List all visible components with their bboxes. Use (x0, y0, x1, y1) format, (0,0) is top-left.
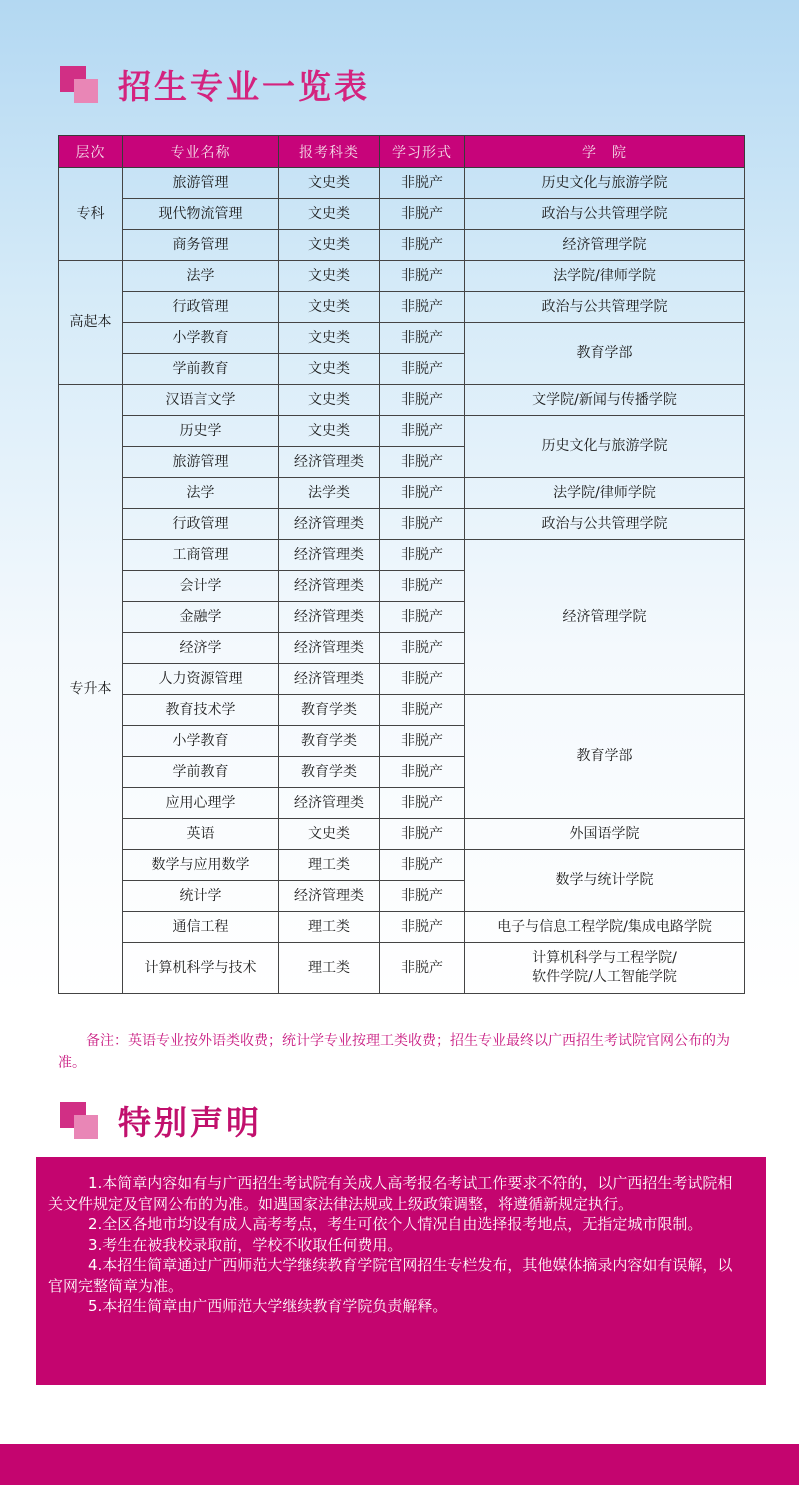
category-cell: 文史类 (279, 261, 380, 292)
major-cell: 小学教育 (123, 323, 279, 354)
header-major: 专业名称 (123, 136, 279, 168)
table-row (59, 323, 745, 354)
statement-item: 4.本招生简章通过广西师范大学继续教育学院官网招生专栏发布，其他媒体摘录内容如有误解，以官网完整简章为准。 (48, 1256, 733, 1295)
form-cell: 非脱产 (380, 664, 465, 695)
major-cell: 人力资源管理 (123, 664, 279, 695)
major-cell: 学前教育 (123, 354, 279, 385)
category-cell: 文史类 (279, 199, 380, 230)
college-cell: 外国语学院 (465, 819, 745, 850)
college-cell: 数学与统计学院 (465, 850, 745, 912)
table-row (59, 199, 745, 230)
category-cell: 经济管理类 (279, 509, 380, 540)
college-cell: 政治与公共管理学院 (465, 509, 745, 540)
college-cell: 计算机科学与工程学院/ 软件学院/人工智能学院 (465, 943, 745, 994)
table-row (59, 540, 745, 571)
category-cell: 经济管理类 (279, 788, 380, 819)
section-title-majors (60, 62, 370, 106)
college-cell: 历史文化与旅游学院 (465, 416, 745, 478)
major-cell: 金融学 (123, 602, 279, 633)
college-cell: 经济管理学院 (465, 540, 745, 695)
form-cell: 非脱产 (380, 695, 465, 726)
category-cell: 文史类 (279, 168, 380, 199)
form-cell: 非脱产 (380, 726, 465, 757)
major-cell: 通信工程 (123, 912, 279, 943)
form-cell: 非脱产 (380, 385, 465, 416)
table-row (59, 819, 745, 850)
category-cell: 经济管理类 (279, 571, 380, 602)
category-cell: 经济管理类 (279, 540, 380, 571)
table-row (59, 385, 745, 416)
category-cell: 法学类 (279, 478, 380, 509)
statement-item: 3.考生在被我校录取前，学校不收取任何费用。 (88, 1235, 403, 1254)
level-cell: 专升本 (59, 385, 123, 994)
form-cell: 非脱产 (380, 478, 465, 509)
square-bullet-icon (60, 1098, 104, 1142)
form-cell: 非脱产 (380, 943, 465, 994)
category-cell: 经济管理类 (279, 602, 380, 633)
major-cell: 英语 (123, 819, 279, 850)
college-cell: 政治与公共管理学院 (465, 292, 745, 323)
category-cell: 文史类 (279, 819, 380, 850)
category-cell: 文史类 (279, 323, 380, 354)
major-cell: 行政管理 (123, 292, 279, 323)
category-cell: 文史类 (279, 230, 380, 261)
table-row (59, 850, 745, 881)
table-row (59, 695, 745, 726)
form-cell: 非脱产 (380, 230, 465, 261)
statement-title: 特别声明 (118, 1102, 262, 1142)
major-cell: 旅游管理 (123, 168, 279, 199)
table-note: 备注：英语专业按外语类收费；统计学专业按理工类收费；招生专业最终以广西招生考试院官网公布的为准。 (58, 1033, 730, 1071)
section-title-statement (60, 1098, 262, 1142)
form-cell: 非脱产 (380, 292, 465, 323)
category-cell: 文史类 (279, 292, 380, 323)
major-cell: 计算机科学与技术 (123, 943, 279, 994)
table-row (59, 292, 745, 323)
category-cell: 理工类 (279, 943, 380, 994)
major-cell: 现代物流管理 (123, 199, 279, 230)
category-cell: 教育学类 (279, 726, 380, 757)
form-cell: 非脱产 (380, 819, 465, 850)
level-cell: 专科 (59, 168, 123, 261)
table-row (59, 230, 745, 261)
college-cell: 历史文化与旅游学院 (465, 168, 745, 199)
category-cell: 文史类 (279, 354, 380, 385)
table-header-row (59, 136, 745, 168)
major-cell: 教育技术学 (123, 695, 279, 726)
category-cell: 理工类 (279, 850, 380, 881)
major-cell: 学前教育 (123, 757, 279, 788)
category-cell: 理工类 (279, 912, 380, 943)
form-cell: 非脱产 (380, 850, 465, 881)
college-cell: 教育学部 (465, 695, 745, 819)
major-cell: 商务管理 (123, 230, 279, 261)
bottom-decor-bar (0, 1444, 799, 1485)
college-cell: 电子与信息工程学院/集成电路学院 (465, 912, 745, 943)
category-cell: 经济管理类 (279, 633, 380, 664)
form-cell: 非脱产 (380, 571, 465, 602)
major-cell: 经济学 (123, 633, 279, 664)
majors-title: 招生专业一览表 (118, 66, 370, 106)
table-row (59, 478, 745, 509)
statement-item: 5.本招生简章由广西师范大学继续教育学院负责解释。 (88, 1297, 448, 1315)
form-cell: 非脱产 (380, 881, 465, 912)
category-cell: 教育学类 (279, 695, 380, 726)
major-cell: 数学与应用数学 (123, 850, 279, 881)
table-row (59, 509, 745, 540)
table-row (59, 261, 745, 292)
majors-table (58, 135, 745, 994)
table-body (59, 168, 745, 994)
square-bullet-icon (60, 62, 104, 106)
category-cell: 文史类 (279, 385, 380, 416)
major-cell: 统计学 (123, 881, 279, 912)
form-cell: 非脱产 (380, 447, 465, 478)
form-cell: 非脱产 (380, 912, 465, 943)
form-cell: 非脱产 (380, 540, 465, 571)
form-cell: 非脱产 (380, 757, 465, 788)
table-row (59, 168, 745, 199)
form-cell: 非脱产 (380, 199, 465, 230)
table-row (59, 416, 745, 447)
major-cell: 行政管理 (123, 509, 279, 540)
category-cell: 经济管理类 (279, 447, 380, 478)
form-cell: 非脱产 (380, 261, 465, 292)
header-college: 学 院 (465, 136, 745, 168)
category-cell: 文史类 (279, 416, 380, 447)
level-cell: 高起本 (59, 261, 123, 385)
college-cell: 教育学部 (465, 323, 745, 385)
major-cell: 历史学 (123, 416, 279, 447)
form-cell: 非脱产 (380, 602, 465, 633)
table-row (59, 912, 745, 943)
form-cell: 非脱产 (380, 788, 465, 819)
header-level: 层次 (59, 136, 123, 168)
form-cell: 非脱产 (380, 168, 465, 199)
college-cell: 政治与公共管理学院 (465, 199, 745, 230)
table-row (59, 943, 745, 994)
college-cell: 法学院/律师学院 (465, 478, 745, 509)
statement-box (36, 1157, 766, 1385)
major-cell: 旅游管理 (123, 447, 279, 478)
form-cell: 非脱产 (380, 633, 465, 664)
category-cell: 经济管理类 (279, 664, 380, 695)
college-cell: 法学院/律师学院 (465, 261, 745, 292)
statement-item: 1.本简章内容如有与广西招生考试院有关成人高考报名考试工作要求不符的，以广西招生考试院相关文件规定及官网公布的为准。如遇国家法律法规或上级政策调整，将遵循新规定执行。 (48, 1174, 733, 1213)
major-cell: 应用心理学 (123, 788, 279, 819)
college-cell: 经济管理学院 (465, 230, 745, 261)
form-cell: 非脱产 (380, 354, 465, 385)
header-form: 学习形式 (380, 136, 465, 168)
college-cell: 文学院/新闻与传播学院 (465, 385, 745, 416)
major-cell: 法学 (123, 261, 279, 292)
header-category: 报考科类 (279, 136, 380, 168)
major-cell: 会计学 (123, 571, 279, 602)
form-cell: 非脱产 (380, 323, 465, 354)
form-cell: 非脱产 (380, 509, 465, 540)
major-cell: 汉语言文学 (123, 385, 279, 416)
major-cell: 小学教育 (123, 726, 279, 757)
category-cell: 经济管理类 (279, 881, 380, 912)
major-cell: 工商管理 (123, 540, 279, 571)
form-cell: 非脱产 (380, 416, 465, 447)
major-cell: 法学 (123, 478, 279, 509)
category-cell: 教育学类 (279, 757, 380, 788)
statement-item: 2.全区各地市均设有成人高考考点，考生可依个人情况自由选择报考地点，无指定城市限制。 (88, 1215, 703, 1233)
